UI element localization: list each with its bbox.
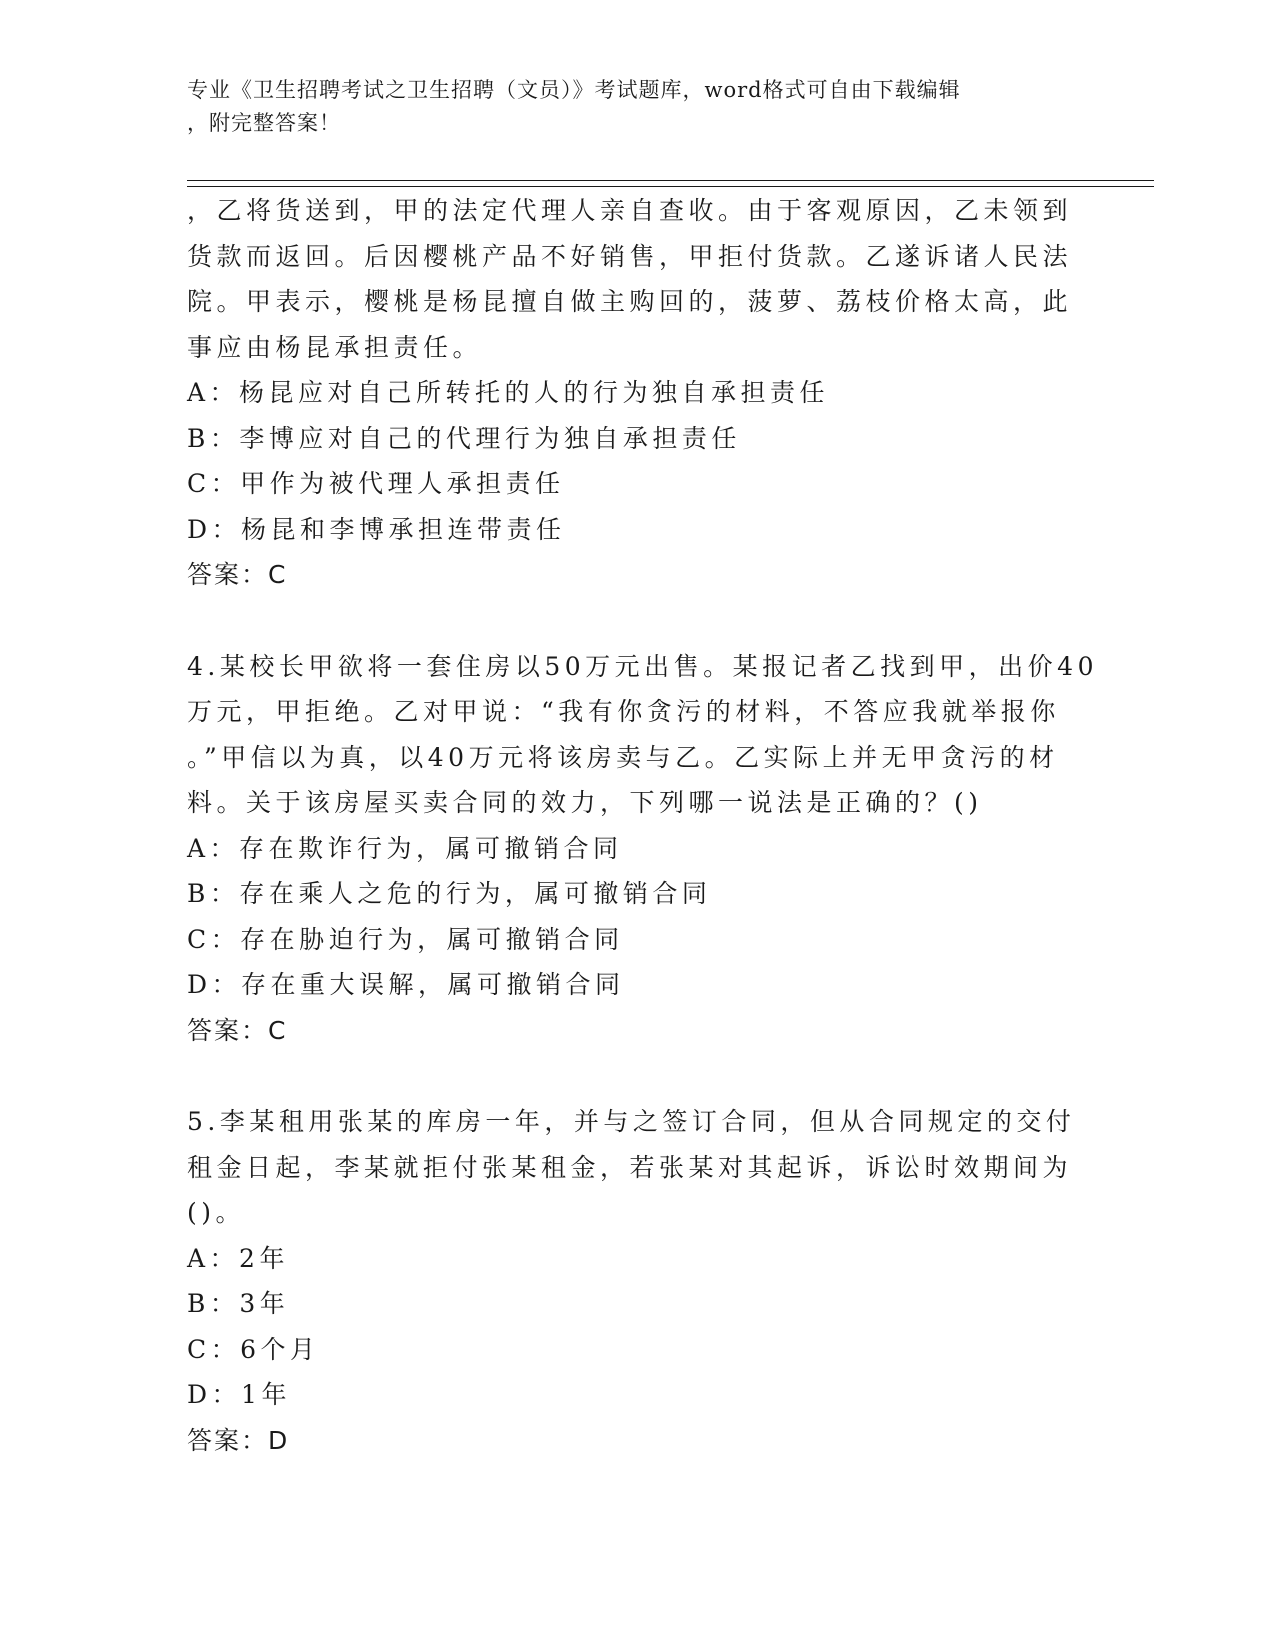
question-stem-line: 5.李某租用张某的库房一年，并与之签订合同，但从合同规定的交付 [187,1107,1076,1136]
answer-label: 答案：C [187,1015,288,1045]
answer-label: 答案：D [187,1425,290,1455]
question-spacer [187,598,1087,644]
option-a: A：2年 [187,1243,289,1273]
header-title-line-2: ，附完整答案！ [187,111,341,135]
option-c: C：甲作为被代理人承担责任 [187,469,565,498]
question-4 [187,644,1098,1054]
question-stem-line: ()。 [187,1198,246,1227]
option-a: A：存在欺诈行为，属可撤销合同 [187,833,623,863]
question-stem-line: ，乙将货送到，甲的法定代理人亲自查收。由于客观原因，乙未领到 [187,196,1073,225]
option-d: D：杨昆和李博承担连带责任 [187,514,566,544]
question-stem-line: 货款而返回。后因樱桃产品不好销售，甲拒付货款。乙遂诉诸人民法 [187,241,1073,271]
question-stem-line: 。”甲信以为真，以40万元将该房卖与乙。乙实际上并无甲贪污的材 [187,742,1059,772]
question-stem-line: 租金日起，李某就拒付张某租金，若张某对其起诉，诉讼时效期间为 [187,1152,1073,1182]
header-divider-bottom [187,186,1154,187]
option-c: C：6个月 [187,1334,320,1364]
option-d: D：1年 [187,1380,291,1409]
question-stem-line: 事应由杨昆承担责任。 [187,332,483,362]
question-list [187,188,1098,1463]
header-title-line-1: 专业《卫生招聘考试之卫生招聘（文员）》考试题库，word格式可自由下载编辑 [187,78,961,102]
question-spacer [187,1053,1087,1099]
option-c: C：存在胁迫行为，属可撤销合同 [187,924,624,954]
answer-label: 答案：C [187,560,288,589]
question-stem-line: 万元，甲拒绝。乙对甲说：“我有你贪污的材料，不答应我就举报你 [187,697,1060,726]
option-b: B：李博应对自己的代理行为独自承担责任 [187,423,741,453]
document-header [187,74,1067,140]
option-a: A：杨昆应对自己所转托的人的行为独自承担责任 [187,378,830,407]
option-b: B：存在乘人之危的行为，属可撤销合同 [187,879,712,908]
option-b: B：3年 [187,1289,290,1318]
question-stem-line: 4.某校长甲欲将一套住房以50万元出售。某报记者乙找到甲，出价40 [187,651,1098,681]
question-3 [187,188,1087,598]
option-d: D：存在重大误解，属可撤销合同 [187,970,625,999]
question-stem-line: 院。甲表示，樱桃是杨昆擅自做主购回的，菠萝、荔枝价格太高，此 [187,287,1073,316]
question-5 [187,1099,1087,1463]
question-stem-line: 料。关于该房屋买卖合同的效力，下列哪一说法是正确的？() [187,788,983,817]
header-divider-top [187,180,1154,181]
